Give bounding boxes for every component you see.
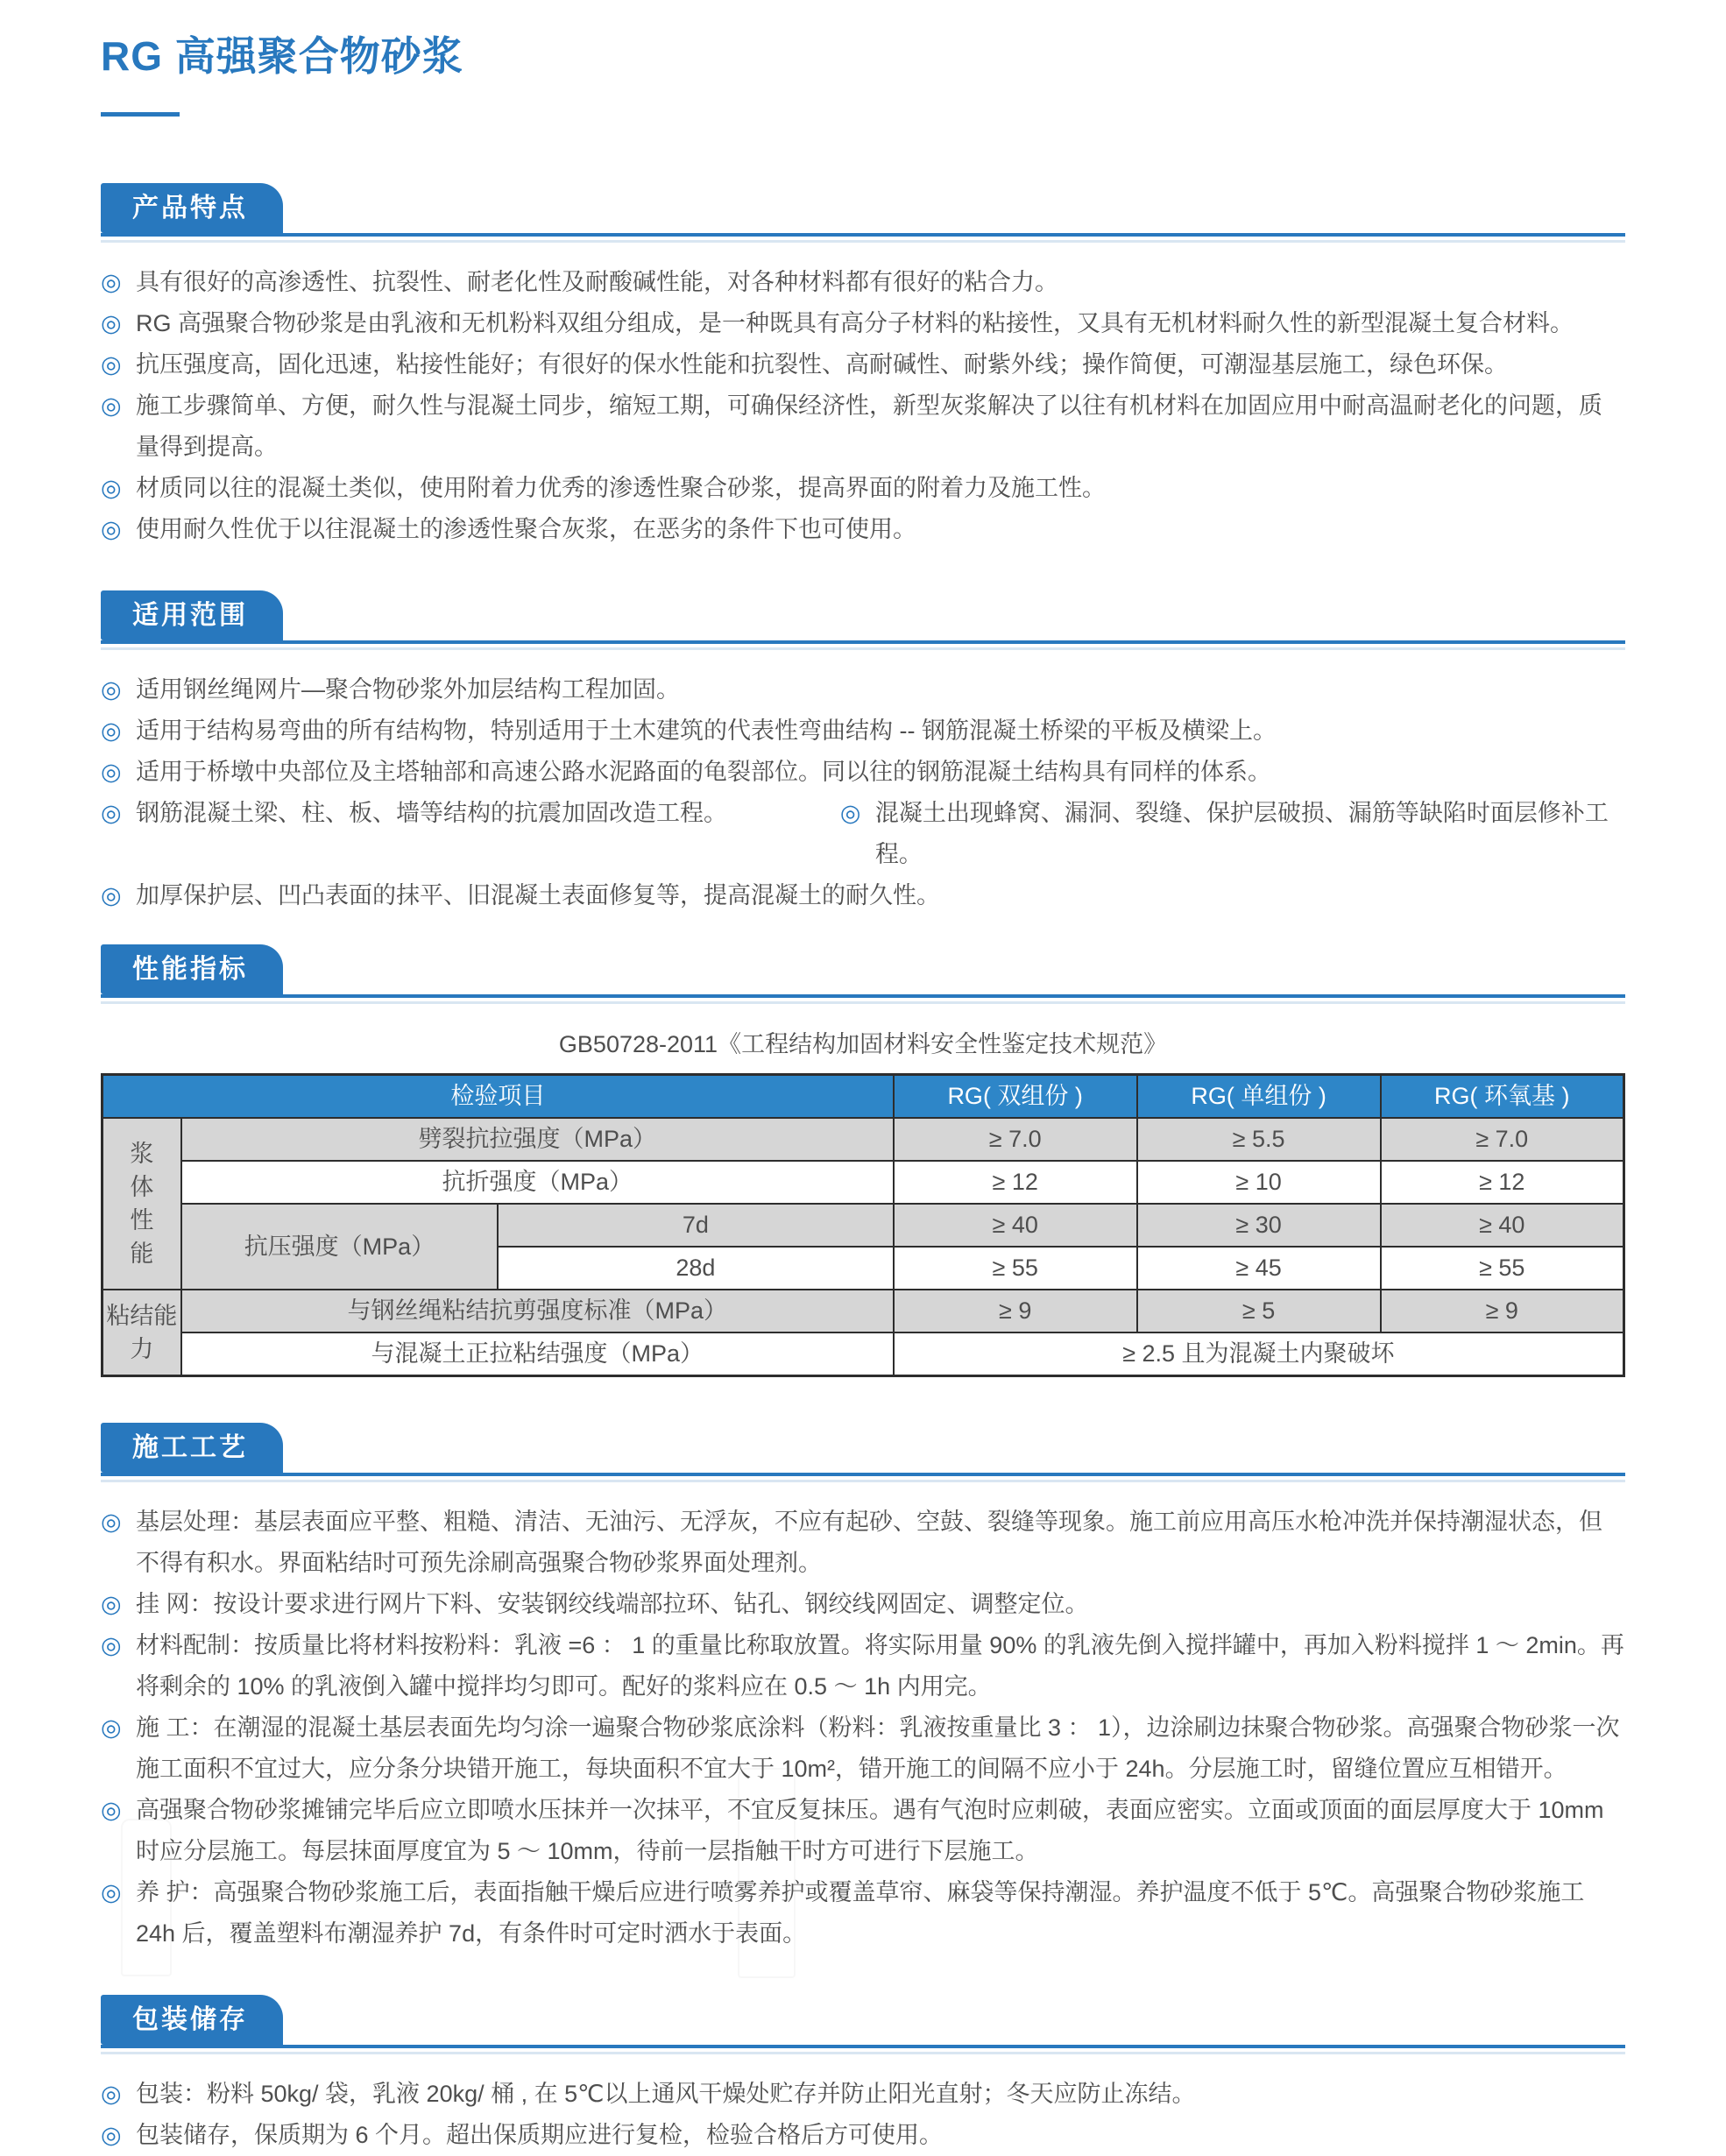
row-label-compressive-strength: 抗压强度（MPa） [181,1204,498,1290]
section-performance [101,944,1625,1377]
list-item [101,1502,1625,1584]
section-header-rule [101,1995,1625,2048]
section-header-rule [101,1423,1625,1476]
bullet-icon: ◎ [101,2081,122,2107]
bullet-icon: ◎ [101,2122,122,2148]
bullet-icon: ◎ [101,717,122,744]
cell-value: ≥ 55 [1381,1247,1624,1290]
list-item [840,793,1625,875]
bullet-icon: ◎ [839,800,861,826]
column-header-rg-one-part: RG( 单组份 ) [1137,1075,1381,1119]
bullet-text: 基层处理：基层表面应平整、粗糙、清洁、无油污、无浮灰，不应有起砂、空鼓、裂缝等现象。施工前应用高压水枪冲洗并保持潮湿状态，但不得有积水。界面粘结时可预先涂刷高强聚合物砂浆界面处理剂。 [136,1509,1602,1576]
list-item [101,1707,1625,1790]
list-item [101,1790,1625,1872]
features-list [101,262,1625,550]
section-scope [101,590,1625,916]
cell-value: ≥ 12 [894,1161,1137,1204]
bullet-text: 挂 网：按设计要求进行网片下料、安装钢绞线端部拉环、钻孔、钢绞线网固定、调整定位。 [136,1591,1089,1617]
section-header-rule [101,183,1625,237]
list-item [101,875,1625,916]
page-title: RG 高强聚合物砂浆 [101,33,463,79]
cell-value: ≥ 9 [1381,1290,1624,1332]
process-list [101,1502,1625,1955]
list-item [101,669,1625,710]
row-sublabel-7d: 7d [498,1204,894,1247]
bullet-icon: ◎ [101,800,122,826]
bullet-icon: ◎ [101,676,122,703]
list-item-pair [101,793,1625,875]
section-header-shadow-line [101,240,1625,243]
cell-value: ≥ 40 [894,1204,1137,1247]
cell-value: ≥ 55 [894,1247,1137,1290]
bullet-text: 混凝土出现蜂窝、漏洞、裂缝、保护层破损、漏筋等缺陷时面层修补工程。 [874,800,1609,867]
list-item [101,1584,1625,1625]
table-row [103,1332,1624,1376]
table-row [103,1290,1624,1332]
section-header-shadow-line [101,647,1625,650]
list-item [101,262,1625,303]
section-badge-packaging: 包装储存 [101,1995,283,2045]
column-header-test-item: 检验项目 [103,1075,894,1119]
cell-value: ≥ 7.0 [1381,1118,1624,1161]
bullet-icon: ◎ [101,1591,122,1617]
section-packaging [101,1995,1625,2156]
bullet-text: 抗压强度高，固化迅速，粘接性能好；有很好的保水性能和抗裂性、高耐碱性、耐紫外线；操作简便，可潮湿基层施工，绿色环保。 [136,351,1508,378]
table-row [103,1161,1624,1204]
bullet-icon: ◎ [101,475,122,501]
scope-list [101,669,1625,916]
table-row [103,1204,1624,1247]
cell-value: ≥ 10 [1137,1161,1381,1204]
table-row [103,1118,1624,1161]
row-sublabel-28d: 28d [498,1247,894,1290]
bullet-icon: ◎ [101,882,122,908]
list-item [101,793,840,875]
bullet-text: 高强聚合物砂浆摊铺完毕后应立即喷水压抹并一次抹平，不宜反复抹压。遇有气泡时应刺破，表面应密实。立面或顶面的面层厚度大于 10mm 时应分层施工。每层抹面厚度宜为 5 ～ 10mm，待前一层指触干时方可进行下层施工。 [136,1797,1604,1864]
column-header-rg-two-part: RG( 双组份 ) [894,1075,1137,1119]
list-item [101,2115,1625,2156]
bullet-icon: ◎ [101,310,122,336]
row-label: 与钢丝绳粘结抗剪强度标准（MPa） [181,1290,894,1332]
performance-table [101,1073,1625,1377]
cell-value: ≥ 5 [1137,1290,1381,1332]
bullet-text: 使用耐久性优于以往混凝土的渗透性聚合灰浆，在恶劣的条件下也可使用。 [136,516,916,542]
row-group-label-paste-performance: 浆 体 性 能 [103,1118,181,1290]
bullet-icon: ◎ [101,1797,122,1823]
bullet-text: RG 高强聚合物砂浆是由乳液和无机粉料双组分组成，是一种既具有高分子材料的粘接性，又具有无机材料耐久性的新型混凝土复合材料。 [136,310,1574,336]
cell-value: ≥ 45 [1137,1247,1381,1290]
bullet-icon: ◎ [101,269,122,295]
list-item [101,303,1625,344]
bullet-icon: ◎ [101,392,122,419]
cell-value: ≥ 5.5 [1137,1118,1381,1161]
section-header-shadow-line [101,1480,1625,1482]
row-label: 抗折强度（MPa） [181,1161,894,1204]
document-page [0,25,1726,2148]
section-badge-scope: 适用范围 [101,590,283,640]
list-item [101,468,1625,509]
bullet-icon: ◎ [101,516,122,542]
row-label: 与混凝土正拉粘结强度（MPa） [181,1332,894,1376]
section-header-shadow-line [101,2052,1625,2054]
bullet-text: 包装储存，保质期为 6 个月。超出保质期应进行复检，检验合格后方可使用。 [136,2122,944,2148]
section-badge-performance: 性能指标 [101,944,283,994]
list-item [101,509,1625,550]
bullet-icon: ◎ [101,1879,122,1905]
row-group-label-bonding-capacity: 粘结能 力 [103,1290,181,1376]
cell-value: ≥ 12 [1381,1161,1624,1204]
table-header-row [103,1075,1624,1119]
bullet-icon: ◎ [101,1632,122,1658]
bullet-text: 适用钢丝绳网片—聚合物砂浆外加层结构工程加固。 [136,676,680,703]
bullet-text: 钢筋混凝土梁、柱、板、墙等结构的抗震加固改造工程。 [136,800,727,826]
cell-value: ≥ 30 [1137,1204,1381,1247]
cell-value: ≥ 9 [894,1290,1137,1332]
list-item [101,1872,1625,1955]
section-badge-features: 产品特点 [101,183,283,233]
row-label: 劈裂抗拉强度（MPa） [181,1118,894,1161]
bullet-text: 适用于桥墩中央部位及主塔轴部和高速公路水泥路面的龟裂部位。同以往的钢筋混凝土结构具有同样的体系。 [136,759,1271,785]
list-item [101,344,1625,385]
title-underline-bar [101,112,180,117]
bullet-text: 具有很好的高渗透性、抗裂性、耐老化性及耐酸碱性能，对各种材料都有很好的粘合力。 [136,269,1058,295]
bullet-text: 包装：粉料 50kg/ 袋，乳液 20kg/ 桶 , 在 5℃以上通风干燥处贮存并防止阳光直射；冬天应防止冻结。 [136,2081,1196,2107]
list-item [101,2074,1625,2115]
bullet-icon: ◎ [101,1714,122,1741]
list-item [101,1625,1625,1707]
bullet-text: 施 工：在潮湿的混凝土基层表面先均匀涂一遍聚合物砂浆底涂料（粉料：乳液按重量比 3 ： 1），边涂刷边抹聚合物砂浆。高强聚合物砂浆一次施工面积不宜过大，应分条分块错开施工，每块面积不宜大于 10m²，错开施工的间隔不应小于 24h。分层施工时，留缝位置应互相错开。 [136,1714,1620,1782]
packaging-list [101,2074,1625,2156]
cell-value: ≥ 40 [1381,1204,1624,1247]
bullet-icon: ◎ [101,351,122,378]
bullet-text: 加厚保护层、凹凸表面的抹平、旧混凝土表面修复等，提高混凝土的耐久性。 [136,882,940,908]
section-process [101,1423,1625,1955]
bullet-text: 材质同以往的混凝土类似，使用附着力优秀的渗透性聚合砂浆，提高界面的附着力及施工性。 [136,475,1106,501]
table-caption: GB50728-2011《工程结构加固材料安全性鉴定技术规范》 [558,1031,1168,1057]
cell-value-span: ≥ 2.5 且为混凝土内聚破坏 [894,1332,1624,1376]
section-header-shadow-line [101,1001,1625,1004]
section-header-rule [101,590,1625,644]
section-header-rule [101,944,1625,998]
column-header-rg-epoxy: RG( 环氧基 ) [1381,1075,1624,1119]
list-item [101,752,1625,793]
bullet-text: 适用于结构易弯曲的所有结构物，特别适用于土木建筑的代表性弯曲结构 -- 钢筋混凝土桥梁的平板及横梁上。 [136,717,1277,744]
bullet-text: 施工步骤简单、方便，耐久性与混凝土同步，缩短工期，可确保经济性，新型灰浆解决了以往有机材料在加固应用中耐高温耐老化的问题，质量得到提高。 [136,392,1602,460]
list-item [101,710,1625,752]
page-container [0,25,1726,2156]
bullet-icon: ◎ [101,1509,122,1535]
bullet-text: 材料配制：按质量比将材料按粉料：乳液 =6 ： 1 的重量比称取放置。将实际用量 90% 的乳液先倒入搅拌罐中，再加入粉料搅拌 1 ～ 2min。再将剩余的 10% 的乳液倒入罐中搅拌均匀即可。配好的浆料应在 0.5 ～ 1h 内用完。 [136,1632,1624,1700]
bullet-icon: ◎ [101,759,122,785]
cell-value: ≥ 7.0 [894,1118,1137,1161]
list-item [101,385,1625,468]
section-badge-process: 施工工艺 [101,1423,283,1473]
bullet-text: 养 护：高强聚合物砂浆施工后，表面指触干燥后应进行喷雾养护或覆盖草帘、麻袋等保持潮湿。养护温度不低于 5℃。高强聚合物砂浆施工 24h 后，覆盖塑料布潮湿养护 7d，有条件时可定时洒水于表面。 [136,1879,1585,1947]
section-features [101,183,1625,550]
